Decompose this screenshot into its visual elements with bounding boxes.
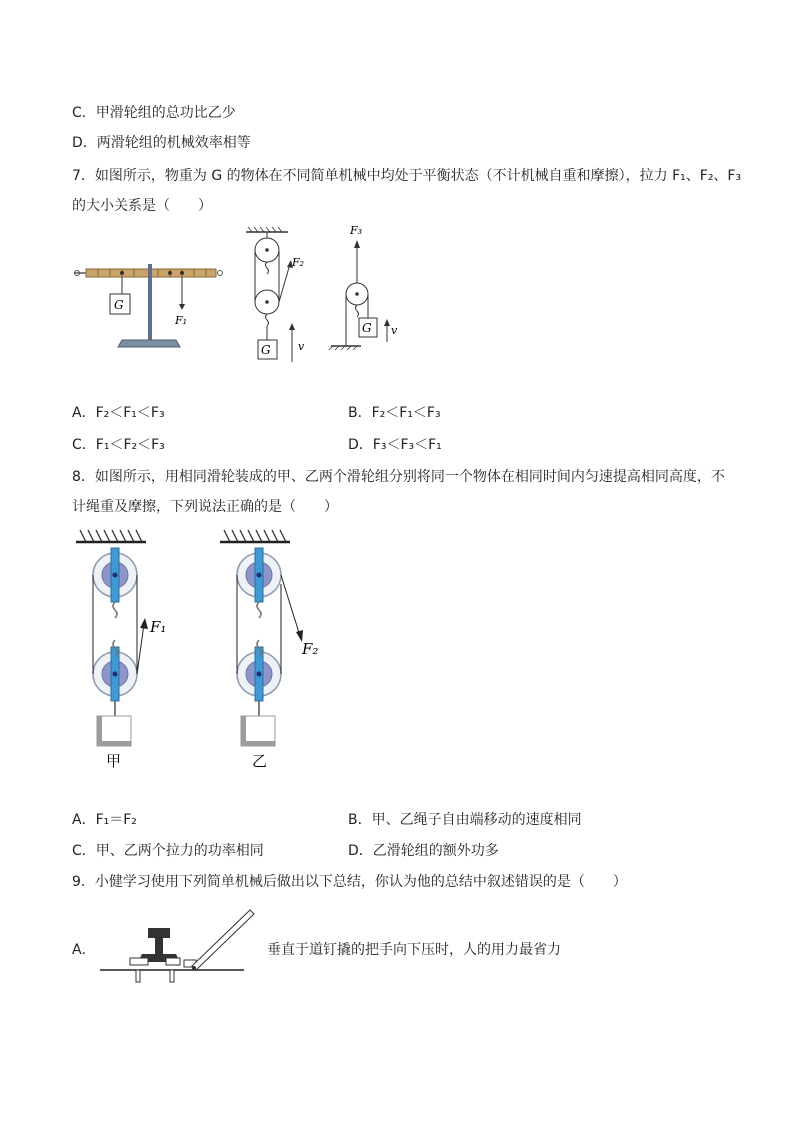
q7-pulley-block-figure	[240, 224, 320, 364]
q7-option-d: D．F₃＜F₃＜F₁	[348, 437, 442, 453]
q7-lever-g-label: G	[114, 298, 124, 312]
q9-spike-puller-figure	[100, 908, 260, 990]
q8-pulley-jia-figure	[74, 528, 194, 773]
q8-option-d: D．乙滑轮组的额外功多	[348, 843, 499, 859]
q6-option-c: C．甲滑轮组的总功比乙少	[72, 105, 236, 121]
q8-stem-line2: 计绳重及摩擦，下列说法正确的是（ ）	[72, 499, 338, 515]
q8-yi-label: 乙	[252, 752, 268, 770]
q7-pulley-g-label: G	[261, 343, 271, 357]
q7-option-c: C．F₁＜F₂＜F₃	[72, 437, 165, 453]
q7-option-a: A．F₂＜F₁＜F₃	[72, 405, 165, 421]
q6-option-d: D．两滑轮组的机械效率相等	[72, 135, 251, 151]
q7-movable-g-label: G	[362, 321, 372, 335]
q8-pulley-yi-figure	[218, 528, 338, 773]
q7-pulley-f2-label: F₂	[292, 256, 305, 269]
q9-option-a-text: 垂直于道钉撬的把手向下压时，人的用力最省力	[267, 942, 561, 958]
q8-yi-f2-label: F₂	[302, 640, 319, 658]
q7-lever-figure	[72, 250, 232, 350]
q9-option-a-label: A．	[72, 942, 96, 958]
q7-movable-v-label: v	[391, 324, 398, 337]
q7-movable-f3-label: F₃	[350, 224, 363, 237]
q7-stem-line1: 7．如图所示，物重为 G 的物体在不同简单机械中均处于平衡状态（不计机械自重和摩擦），拉力 F₁、F₂、F₃	[72, 168, 742, 184]
q8-option-b: B．甲、乙绳子自由端移动的速度相同	[348, 812, 582, 828]
q9-stem: 9．小健学习使用下列简单机械后做出以下总结，你认为他的总结中叙述错误的是（ ）	[72, 874, 627, 890]
q7-pulley-v-label: v	[298, 340, 305, 353]
q8-option-a: A．F₁＝F₂	[72, 812, 137, 828]
q8-jia-f1-label: F₁	[150, 618, 167, 636]
q7-option-b: B．F₂＜F₁＜F₃	[348, 405, 441, 421]
q7-stem-line2: 的大小关系是（ ）	[72, 198, 212, 214]
q7-lever-f1-label: F₁	[175, 314, 188, 327]
q8-jia-label: 甲	[106, 752, 122, 770]
q8-stem-line1: 8．如图所示，用相同滑轮装成的甲、乙两个滑轮组分别将同一个物体在相同时间内匀速提高相同高度，不	[72, 469, 725, 485]
q8-option-c: C．甲、乙两个拉力的功率相同	[72, 843, 264, 859]
q7-movable-pulley-figure	[325, 222, 405, 352]
